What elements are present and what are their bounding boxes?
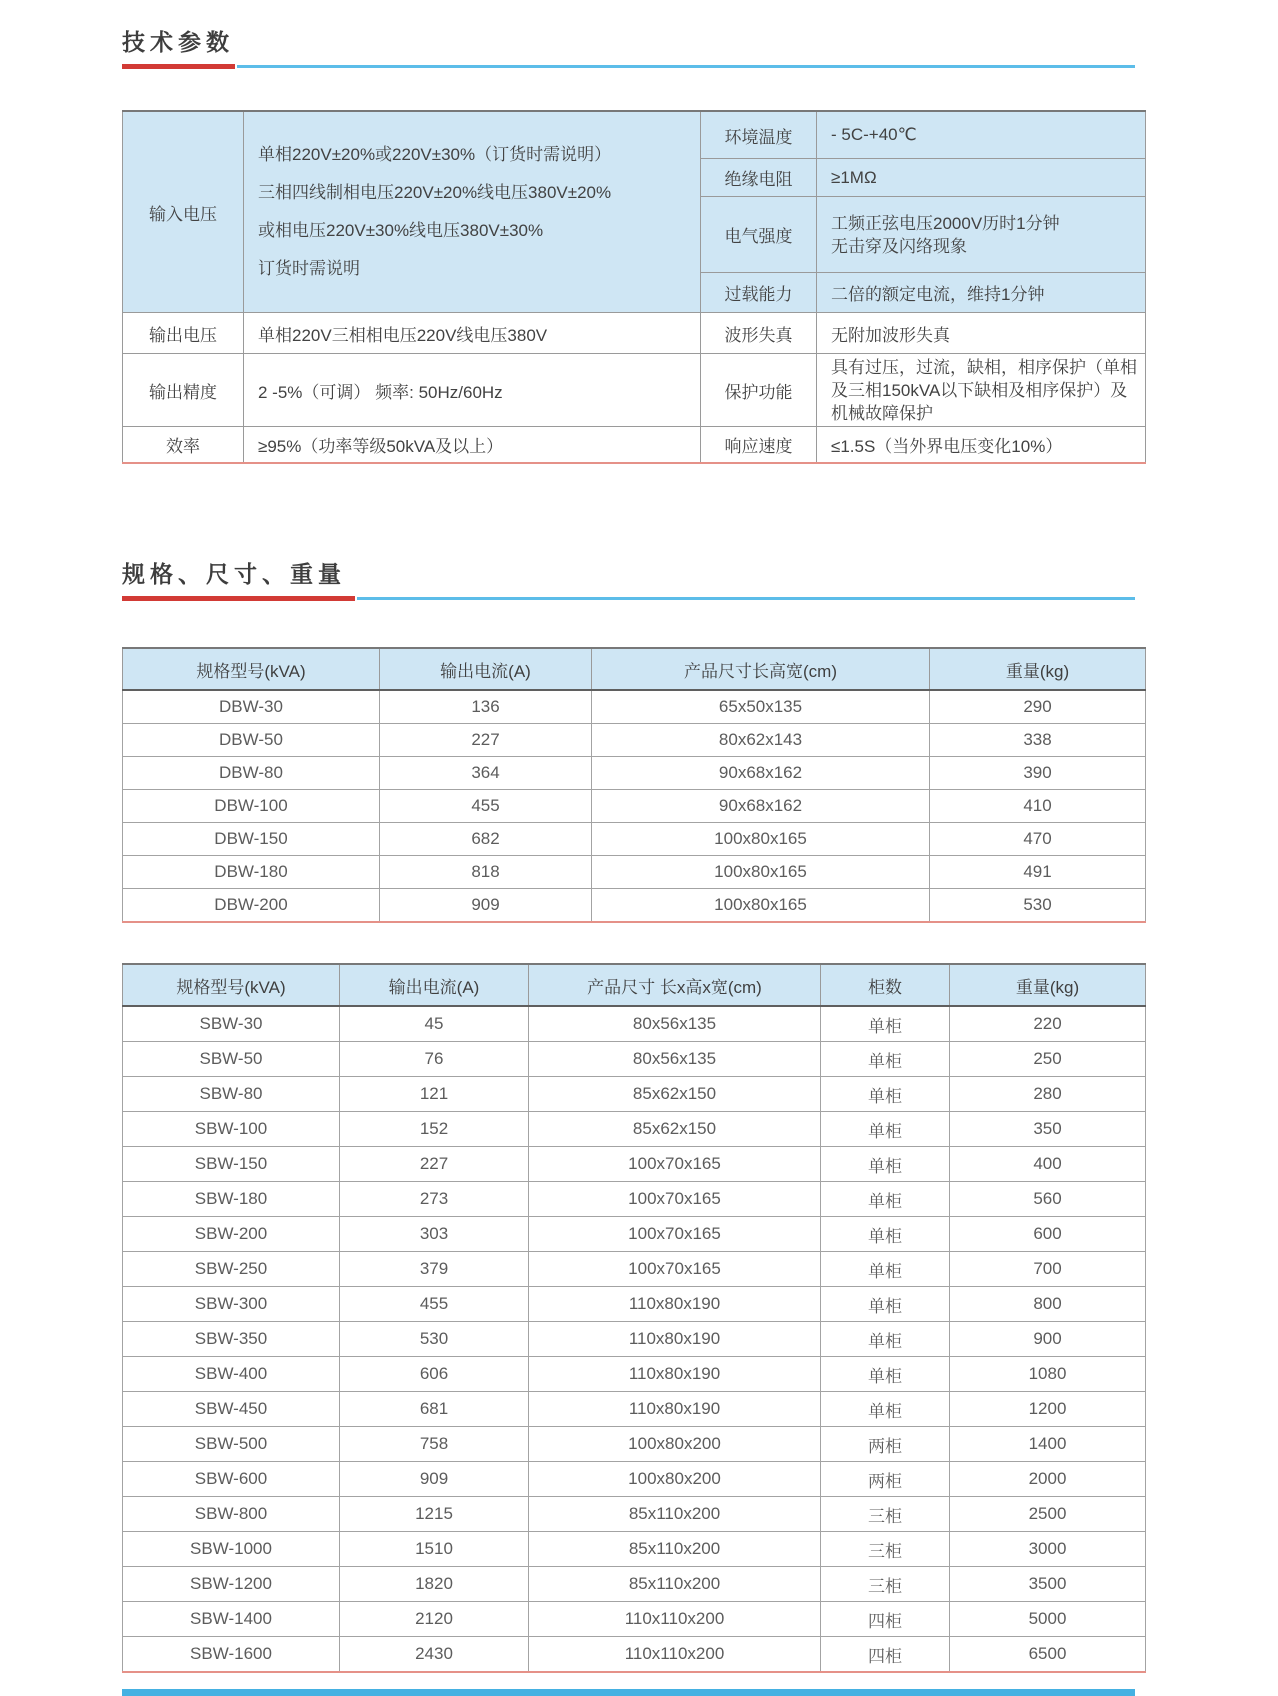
param-label: 输出精度 [123,354,244,427]
table-row [123,354,1146,427]
table-row [123,1077,1146,1112]
param-value [817,197,1146,273]
table-cell: 1200 [950,1392,1146,1427]
table-cell: 606 [340,1357,529,1392]
table-cell: 6500 [950,1637,1146,1673]
table-cell: 90x68x162 [592,757,930,790]
table-cell: SBW-800 [123,1497,340,1532]
dbw-series-table [122,647,1146,923]
table-cell: 三柜 [821,1567,950,1602]
table-cell: DBW-50 [123,724,380,757]
table-cell: 单柜 [821,1182,950,1217]
table-cell: SBW-1400 [123,1602,340,1637]
table-cell: SBW-100 [123,1112,340,1147]
table-cell: 1400 [950,1427,1146,1462]
table-cell: 100x80x200 [529,1427,821,1462]
table-row [123,1112,1146,1147]
param-value-line: 无击穿及闪络现象 [831,236,967,256]
table-cell: 单柜 [821,1287,950,1322]
table-cell: 273 [340,1182,529,1217]
table-cell: SBW-350 [123,1322,340,1357]
param-label: 波形失真 [701,313,817,354]
param-value-line: 订货时需说明 [258,259,360,278]
param-value [244,111,701,313]
param-value: 二倍的额定电流，维持1分钟 [817,273,1146,313]
column-header: 规格型号(kVA) [123,964,340,1006]
table-cell: 110x80x190 [529,1357,821,1392]
table-row [123,856,1146,889]
table-cell: 800 [950,1287,1146,1322]
table-cell: SBW-500 [123,1427,340,1462]
bottom-blue-rule [122,1689,1135,1696]
table-cell: 121 [340,1077,529,1112]
table-cell: 338 [930,724,1146,757]
table-cell: 85x62x150 [529,1077,821,1112]
table-cell: 80x56x135 [529,1042,821,1077]
param-value-line: 工频正弦电压2000V历时1分钟 [831,213,1060,233]
table-cell: 100x80x165 [592,889,930,923]
param-value: 无附加波形失真 [817,313,1146,354]
title-underline-tech [122,64,1135,69]
table-cell: DBW-30 [123,690,380,724]
table-cell: 600 [950,1217,1146,1252]
table-cell: SBW-450 [123,1392,340,1427]
table-cell: 100x80x200 [529,1462,821,1497]
table-cell: SBW-250 [123,1252,340,1287]
param-label: 保护功能 [701,354,817,427]
table-cell: 三柜 [821,1532,950,1567]
column-header: 重量(kg) [950,964,1146,1006]
table-cell: 两柜 [821,1427,950,1462]
table-cell: 110x80x190 [529,1322,821,1357]
param-value: 2 -5%（可调） 频率: 50Hz/60Hz [244,354,701,427]
column-header: 重量(kg) [930,648,1146,690]
table-cell: 单柜 [821,1077,950,1112]
table-cell: 单柜 [821,1112,950,1147]
table-cell: 100x80x165 [592,856,930,889]
param-value-line: 或相电压220V±30%线电压380V±30% [258,221,544,240]
table-cell: SBW-200 [123,1217,340,1252]
table-cell: SBW-400 [123,1357,340,1392]
table-row [123,1147,1146,1182]
table-cell: 364 [380,757,592,790]
table-cell: 290 [930,690,1146,724]
param-label: 效率 [123,427,244,464]
table-cell: 单柜 [821,1252,950,1287]
section-title-tech-params: 技术参数 [122,29,234,55]
table-cell: 四柜 [821,1602,950,1637]
table-cell: 136 [380,690,592,724]
table-cell: 100x70x165 [529,1182,821,1217]
table-cell: 909 [380,889,592,923]
table-cell: 110x80x190 [529,1287,821,1322]
table-cell: 390 [930,757,1146,790]
table-cell: 80x62x143 [592,724,930,757]
table-row [123,1006,1146,1042]
table-row [123,1532,1146,1567]
section-title-spec: 规格、尺寸、重量 [122,561,346,587]
table-cell: DBW-100 [123,790,380,823]
table-cell: 2430 [340,1637,529,1673]
table-cell: 303 [340,1217,529,1252]
param-value-line: 三相四线制相电压220V±20%线电压380V±20% [258,183,612,202]
table-row [123,757,1146,790]
table-cell: 76 [340,1042,529,1077]
table-cell: 单柜 [821,1042,950,1077]
table-cell: 100x70x165 [529,1147,821,1182]
table-row [123,1322,1146,1357]
table-cell: 单柜 [821,1006,950,1042]
table-cell: 110x80x190 [529,1392,821,1427]
table-cell: SBW-1200 [123,1567,340,1602]
table-cell: SBW-180 [123,1182,340,1217]
table-row [123,1637,1146,1673]
table-cell: 100x70x165 [529,1252,821,1287]
table-row [123,1287,1146,1322]
column-header: 产品尺寸长高宽(cm) [592,648,930,690]
param-label: 过载能力 [701,273,817,313]
table-cell: 3500 [950,1567,1146,1602]
param-label: 响应速度 [701,427,817,464]
table-cell: 90x68x162 [592,790,930,823]
table-cell: 65x50x135 [592,690,930,724]
param-label: 绝缘电阻 [701,159,817,197]
red-rule [122,596,355,601]
table-row [123,1427,1146,1462]
blue-rule [237,65,1135,68]
table-cell: 两柜 [821,1462,950,1497]
table-cell: 152 [340,1112,529,1147]
table-cell: 410 [930,790,1146,823]
table-cell: 85x110x200 [529,1497,821,1532]
table-cell: 80x56x135 [529,1006,821,1042]
table-cell: 227 [380,724,592,757]
table-cell: SBW-80 [123,1077,340,1112]
table-cell: 900 [950,1322,1146,1357]
table-row [123,1462,1146,1497]
table-cell: 470 [930,823,1146,856]
table-cell: 单柜 [821,1357,950,1392]
table-cell: 85x110x200 [529,1532,821,1567]
table-cell: DBW-200 [123,889,380,923]
param-value: - 5C-+40℃ [817,111,1146,159]
table-cell: 2000 [950,1462,1146,1497]
table-row [123,1042,1146,1077]
blue-rule [357,597,1135,600]
table-cell: SBW-1600 [123,1637,340,1673]
table-cell: DBW-150 [123,823,380,856]
tech-params-table [122,110,1146,464]
table-row [123,1392,1146,1427]
table-row [123,1217,1146,1252]
column-header: 规格型号(kVA) [123,648,380,690]
table-cell: 100x70x165 [529,1217,821,1252]
table-cell: 560 [950,1182,1146,1217]
table-header-row [123,964,1146,1006]
table-row [123,690,1146,724]
column-header: 柜数 [821,964,950,1006]
table-cell: 455 [340,1287,529,1322]
table-row [123,313,1146,354]
table-header-row [123,648,1146,690]
red-rule [122,64,235,69]
table-cell: 单柜 [821,1217,950,1252]
table-cell: 455 [380,790,592,823]
table-cell: 45 [340,1006,529,1042]
table-cell: 400 [950,1147,1146,1182]
table-cell: 三柜 [821,1497,950,1532]
param-value: ≥1MΩ [817,159,1146,197]
table-row [123,1182,1146,1217]
title-underline-spec [122,596,1135,601]
param-label: 电气强度 [701,197,817,273]
param-value: 具有过压，过流，缺相，相序保护（单相及三相150kVA以下缺相及相序保护）及机械故障保护 [817,354,1146,427]
table-cell: DBW-180 [123,856,380,889]
table-cell: 1215 [340,1497,529,1532]
table-cell: 909 [340,1462,529,1497]
table-cell: 530 [930,889,1146,923]
param-value-line: 单相220V±20%或220V±30%（订货时需说明） [258,145,612,164]
table-cell: 100x80x165 [592,823,930,856]
table-cell: SBW-600 [123,1462,340,1497]
column-header: 产品尺寸 长x高x宽(cm) [529,964,821,1006]
table-cell: SBW-300 [123,1287,340,1322]
table-cell: 单柜 [821,1322,950,1357]
table-cell: 379 [340,1252,529,1287]
table-cell: 85x62x150 [529,1112,821,1147]
param-label: 输出电压 [123,313,244,354]
table-cell: SBW-50 [123,1042,340,1077]
table-row [123,1567,1146,1602]
sbw-series-table [122,963,1146,1673]
table-cell: 1510 [340,1532,529,1567]
table-cell: 530 [340,1322,529,1357]
table-cell: 491 [930,856,1146,889]
param-label: 环境温度 [701,111,817,159]
table-cell: 单柜 [821,1392,950,1427]
table-cell: 227 [340,1147,529,1182]
table-cell: 85x110x200 [529,1567,821,1602]
table-cell: 四柜 [821,1637,950,1673]
column-header: 输出电流(A) [340,964,529,1006]
table-cell: SBW-1000 [123,1532,340,1567]
column-header: 输出电流(A) [380,648,592,690]
table-row [123,889,1146,923]
table-cell: 单柜 [821,1147,950,1182]
table-cell: 350 [950,1112,1146,1147]
table-row [123,427,1146,464]
table-cell: 818 [380,856,592,889]
param-label: 输入电压 [123,111,244,313]
table-cell: 681 [340,1392,529,1427]
table-cell: 280 [950,1077,1146,1112]
table-cell: 3000 [950,1532,1146,1567]
param-value: 单相220V三相相电压220V线电压380V [244,313,701,354]
table-row [123,1357,1146,1392]
table-cell: 5000 [950,1602,1146,1637]
table-cell: 2120 [340,1602,529,1637]
table-cell: 110x110x200 [529,1602,821,1637]
table-cell: 1820 [340,1567,529,1602]
table-row [123,111,1146,159]
table-cell: 1080 [950,1357,1146,1392]
table-row [123,724,1146,757]
table-cell: 2500 [950,1497,1146,1532]
table-cell: SBW-150 [123,1147,340,1182]
table-cell: 700 [950,1252,1146,1287]
table-row [123,1497,1146,1532]
table-row [123,1252,1146,1287]
table-cell: 110x110x200 [529,1637,821,1673]
table-cell: SBW-30 [123,1006,340,1042]
table-row [123,790,1146,823]
table-cell: 220 [950,1006,1146,1042]
table-cell: 250 [950,1042,1146,1077]
param-value: ≤1.5S（当外界电压变化10%） [817,427,1146,464]
table-row [123,1602,1146,1637]
table-cell: 758 [340,1427,529,1462]
table-cell: 682 [380,823,592,856]
table-row [123,823,1146,856]
param-value: ≥95%（功率等级50kVA及以上） [244,427,701,464]
table-cell: DBW-80 [123,757,380,790]
